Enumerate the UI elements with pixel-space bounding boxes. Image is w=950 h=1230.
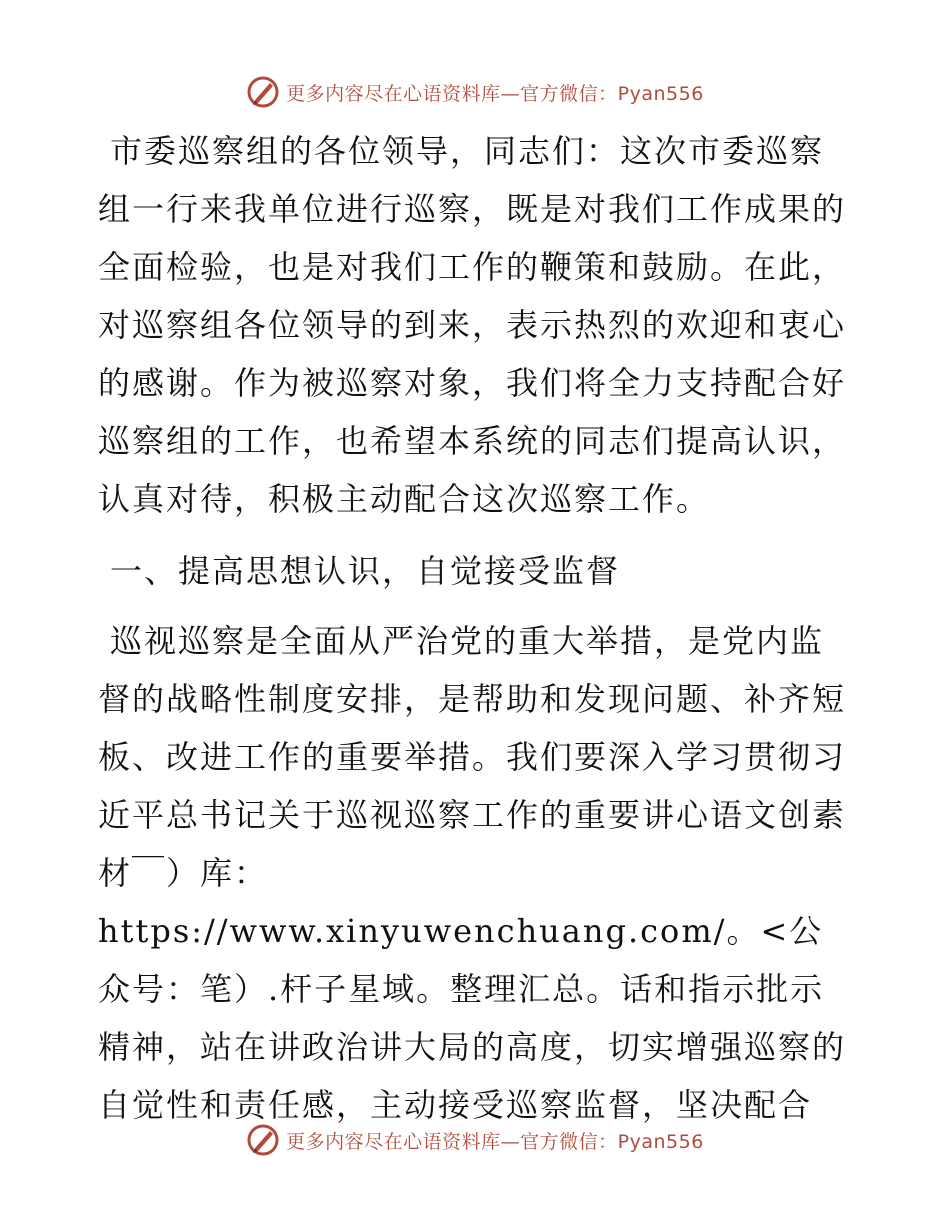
section-heading: 一、提高思想认识，自觉接受监督	[110, 552, 621, 590]
footer-banner-text: 更多内容尽在心语资料库—官方微信：Pyan556	[286, 1130, 704, 1153]
pen-logo-icon	[246, 1123, 280, 1157]
header-banner-text: 更多内容尽在心语资料库—官方微信：Pyan556	[286, 82, 704, 105]
document-body	[98, 122, 850, 1134]
header-banner	[0, 72, 950, 112]
pen-logo-icon	[246, 75, 280, 109]
section-paragraph: 巡视巡察是全面从严治党的重大举措，是党内监督的战略性制度安排，是帮助和发现问题、补齐短板、改进工作的重要举措。我们要深入学习贯彻习近平总书记关于巡视巡察工作的重要讲心语文创素材￣）库：https://www.xinyuwenchuang.com/。<公众号：笔）.杆子星域。整理汇总。话和指示批示精神，站在讲政治讲大局的高度，切实增强巡察的自觉性和责任感，主动接受巡察监督，坚决配合	[98, 622, 847, 1124]
footer-banner	[0, 1120, 950, 1160]
intro-paragraph: 市委巡察组的各位领导，同志们：这次市委巡察组一行来我单位进行巡察，既是对我们工作成果的全面检验，也是对我们工作的鞭策和鼓励。在此，对巡察组各位领导的到来，表示热烈的欢迎和衷心的感谢。作为被巡察对象，我们将全力支持配合好巡察组的工作，也希望本系统的同志们提高认识，认真对待，积极主动配合这次巡察工作。	[98, 132, 847, 518]
